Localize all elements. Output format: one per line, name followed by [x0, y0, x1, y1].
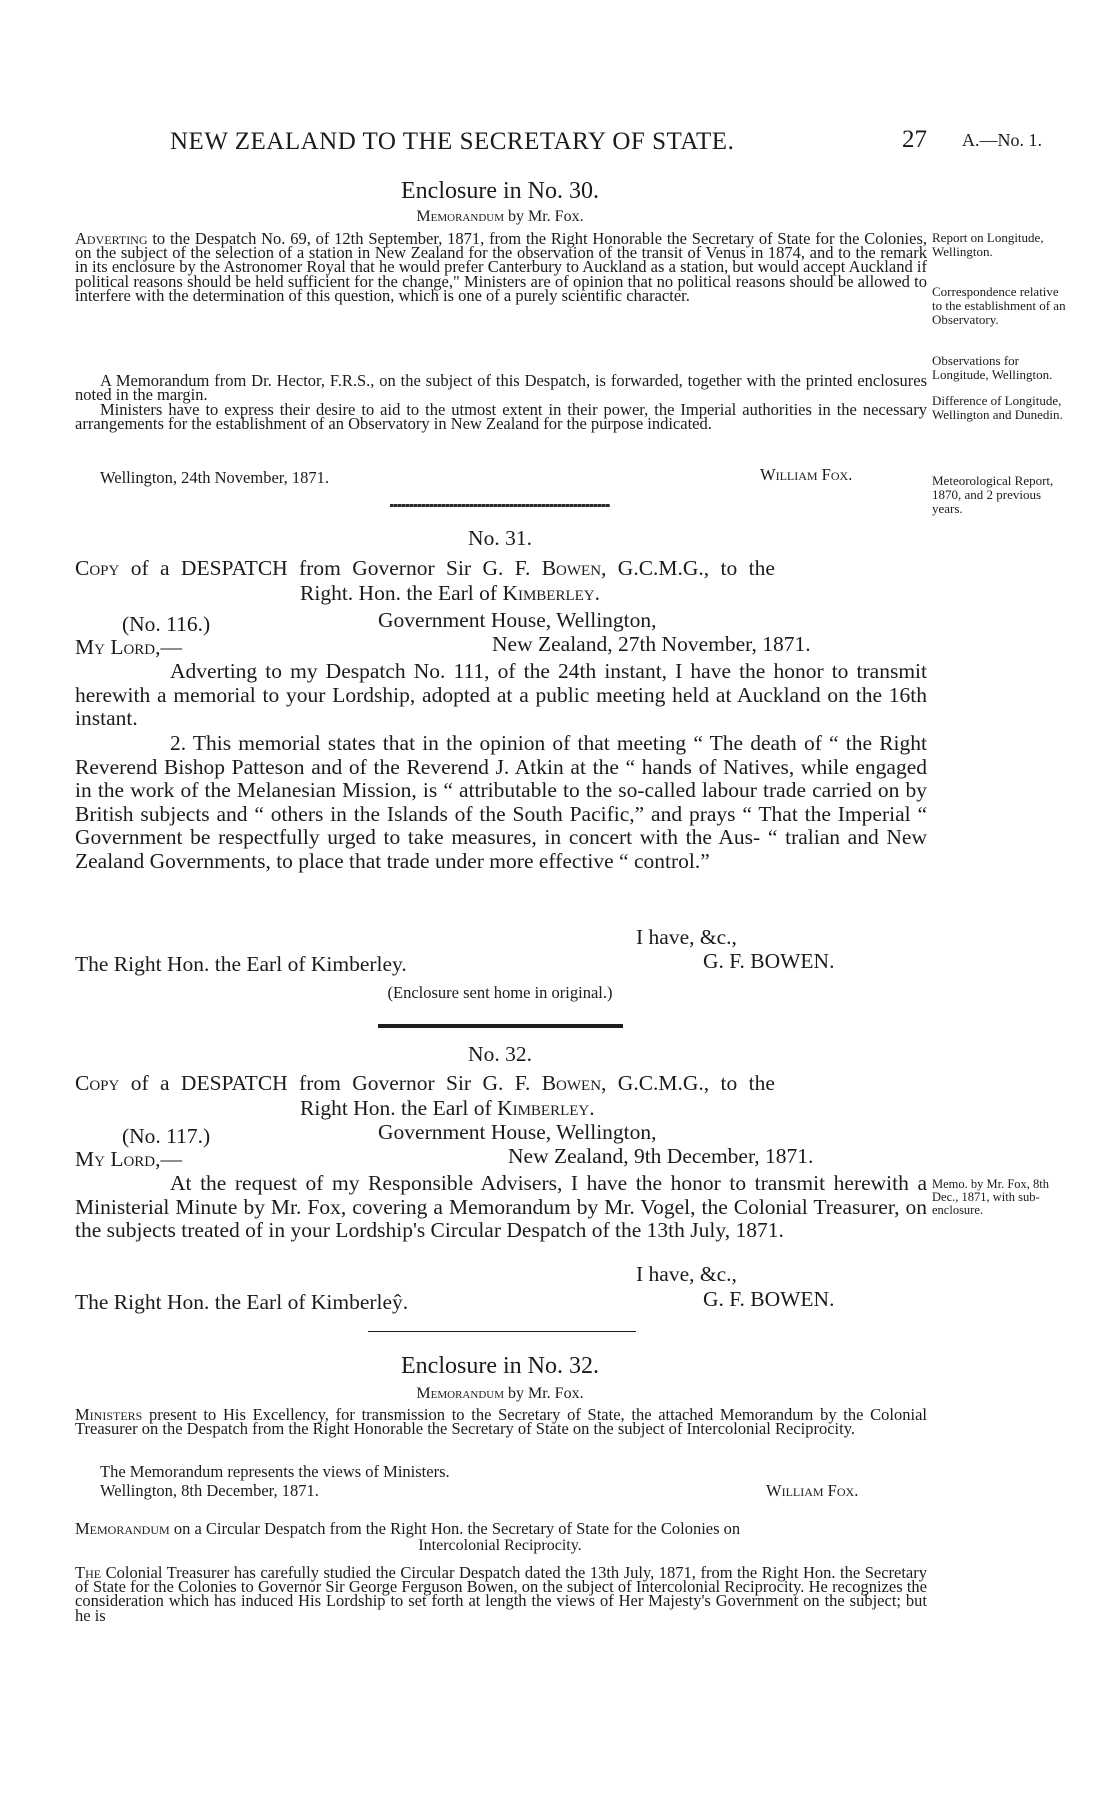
despatch-31-closing: I have, &c., [636, 925, 737, 949]
despatch-31-para-2: 2. This memorial states that in the opinion of that meeting “ The death of “ the Right Reverend Bishop Patteson and of the Reverend J. Atkin at the “ hands of Natives, while engaged in the work of the Melanesian Mission, is “ attributable to the so-called labour trade carried on by British subjects and “ others in the Islands of the South Pacific,” and prays “ That the Imperial “ Government be respectfully urged to take measures, in concert with the Aus- “ tralian and New Zealand Governments, to place that trade under more effective “ control.” [75, 731, 927, 873]
despatch-32-heading-line-1: Copy of a DESPATCH from Governor Sir G. F. Bowen, G.C.M.G., to the [75, 1071, 775, 1095]
despatch-31-salutation: My Lord,— [75, 635, 183, 659]
despatch-31-number: No. 31. [468, 526, 532, 550]
enclosure-32-para-3: The Colonial Treasurer has carefully studied the Circular Despatch dated the 13th July, 1871, from the Right Hon. the Secretary of State for the Colonies to Governor Sir George Ferguson Bowen, on the subject of Intercolonial Reciprocity. He recognizes the consideration which has induced His Lordship to set forth at length the views of Her Majesty's Government on the subject; but he is [75, 1563, 927, 1625]
despatch-32-number-ref: (No. 117.) [122, 1124, 211, 1148]
enclosure-32-para-1: Ministers present to His Excellency, for transmission to the Secretary of State, the attached Memorandum by the Colonial Treasurer on the Despatch from the Right Honorable the Secretary of State on the subject of Intercolonial Reciprocity. [75, 1405, 927, 1439]
despatch-32-signature: G. F. BOWEN. [703, 1287, 835, 1311]
margin-note: Memo. by Mr. Fox, 8th Dec., 1871, with sub-enclosure. [932, 1177, 1050, 1217]
enclosure-30-title: Enclosure in No. 30. [401, 178, 599, 204]
enclosure-30-subtitle: Memorandum by Mr. Fox. [416, 208, 584, 225]
despatch-32-closing: I have, &c., [636, 1262, 737, 1286]
despatch-31-para-1: Adverting to my Despatch No. 111, of the 24th instant, I have the honor to transmit herewith a memorial to your Lordship, adopted at a public meeting held at Auckland on the 16th instant. [75, 659, 927, 730]
margin-note: Report on Longitude, Wellington. [932, 230, 1044, 259]
margin-note: Meteorological Report, 1870, and 2 previous years. [932, 473, 1054, 516]
despatch-31-number-ref: (No. 116.) [122, 612, 211, 636]
section-divider [390, 504, 610, 507]
despatch-31-heading-line-2: Right. Hon. the Earl of Kimberley. [300, 581, 601, 605]
memorandum-heading: Memorandum on a Circular Despatch from the Right Hon. the Secretary of State for the Colonies on [75, 1519, 741, 1538]
enclosure-32-title: Enclosure in No. 32. [401, 1353, 599, 1379]
despatch-31-signature: G. F. BOWEN. [703, 949, 835, 973]
enclosure-30-signature: William Fox. [760, 465, 853, 484]
despatch-31-address-line-1: Government House, Wellington, [378, 608, 657, 632]
despatch-32-salutation: My Lord,— [75, 1147, 183, 1171]
despatch-31-note: (Enclosure sent home in original.) [387, 983, 613, 1002]
despatch-32-number: No. 32. [468, 1042, 532, 1066]
despatch-32-addressee: The Right Hon. the Earl of Kimberleŷ. [75, 1290, 409, 1314]
enclosure-32-signature: William Fox. [766, 1481, 859, 1500]
despatch-31-heading-line-1: Copy of a DESPATCH from Governor Sir G. F. Bowen, G.C.M.G., to the [75, 556, 775, 580]
enclosure-30-para-3: Ministers have to express their desire to aid to the utmost extent in their power, the Imperial authorities in the necessary arrangements for the establishment of an Observatory in New Zealand for the purpose indicated. [75, 400, 927, 434]
margin-note: Difference of Longitude, Wellington and Dunedin. [932, 393, 1063, 422]
section-divider [378, 1024, 623, 1028]
margin-note: Observations for Longitude, Wellington. [932, 353, 1053, 382]
despatch-32-address-line-2: New Zealand, 9th December, 1871. [508, 1144, 814, 1168]
despatch-31-addressee: The Right Hon. the Earl of Kimberley. [75, 952, 407, 976]
enclosure-32-para-2: The Memorandum represents the views of Ministers. [100, 1462, 450, 1481]
despatch-32-heading-line-2: Right Hon. the Earl of Kimberley. [300, 1096, 595, 1120]
section-divider [368, 1331, 636, 1332]
despatch-32-address-line-1: Government House, Wellington, [378, 1120, 657, 1144]
enclosure-32-place-date: Wellington, 8th December, 1871. [100, 1481, 319, 1500]
enclosure-30-place-date: Wellington, 24th November, 1871. [100, 468, 329, 487]
despatch-32-para-1: At the request of my Responsible Advisers, I have the honor to transmit herewith a Ministerial Minute by Mr. Fox, covering a Memorandum by Mr. Vogel, the Colonial Treasurer, on the subjects treated of in your Lordship's Circular Despatch of the 13th July, 1871. [75, 1171, 927, 1242]
enclosure-32-subtitle: Memorandum by Mr. Fox. [416, 1385, 584, 1402]
paper-reference: A.—No. 1. [962, 130, 1042, 150]
despatch-31-address-line-2: New Zealand, 27th November, 1871. [492, 632, 811, 656]
memorandum-heading-line-2: Intercolonial Reciprocity. [418, 1537, 582, 1554]
enclosure-30-para-1: Adverting to the Despatch No. 69, of 12th September, 1871, from the Right Honorable the Secretary of State for the Colonies, on the subject of the selection of a station in New Zealand for the observation of the transit of Venus in 1874, and to the remark in its enclosure by the Astronomer Royal that he would prefer Canterbury to Auckland as a station, but would accept Auckland if political reasons should be held sufficient for the change," Ministers are of opinion that no political reasons should be allowed to interfere with the determination of this question, which is one of a purely scientific character. [75, 229, 927, 305]
running-title: NEW ZEALAND TO THE SECRETARY OF STATE. [170, 128, 735, 155]
page-number: 27 [902, 126, 927, 153]
margin-note: Correspondence relative to the establishment of an Observatory. [932, 284, 1066, 327]
enclosure-30-para-2: A Memorandum from Dr. Hector, F.R.S., on the subject of this Despatch, is forwarded, together with the printed enclosures noted in the margin. [75, 371, 927, 405]
